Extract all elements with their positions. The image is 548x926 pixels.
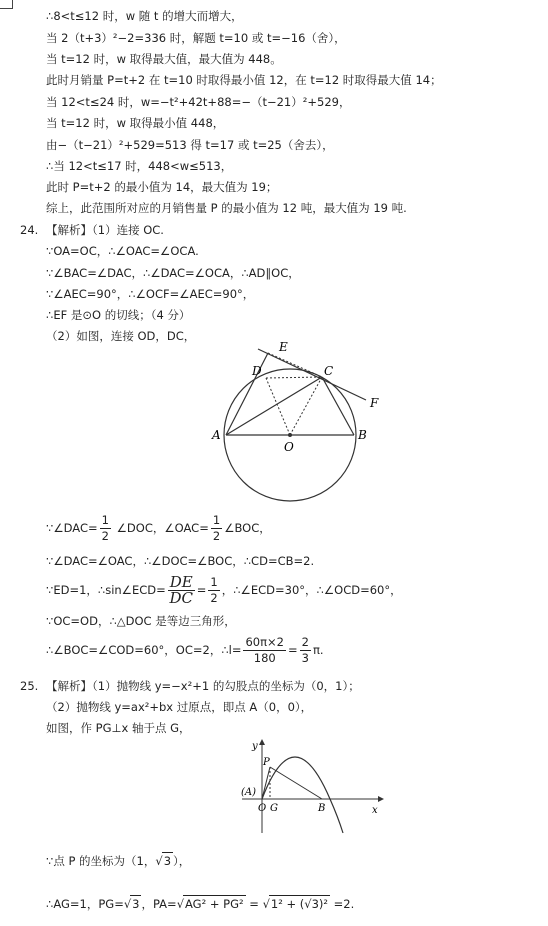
text-line: 当 t=12 时，w 取得最大值，最大值为 448。 bbox=[46, 52, 282, 66]
label-b: B bbox=[318, 803, 326, 814]
sqrt-sign: √ bbox=[176, 897, 185, 911]
text-line: 由−（t−21）²+529=513 得 t=17 或 t=25（舍去）， bbox=[46, 138, 334, 152]
text-fragment: ∵∠DAC= bbox=[46, 521, 98, 535]
label-a: (A) bbox=[241, 787, 257, 798]
text-fragment: ∠BOC， bbox=[224, 521, 271, 535]
text-line: ∵∠BAC=∠DAC，∴∠DAC=∠OCA，∴AD∥OC， bbox=[46, 266, 300, 280]
text-line: ∴当 12<t≤17 时，448<w≤513， bbox=[46, 159, 233, 173]
text-line: ∵OA=OC，∴∠OAC=∠OCA. bbox=[46, 244, 199, 258]
denominator: 3 bbox=[301, 651, 309, 665]
text-line: ∵OC=OD，∴△DOC 是等边三角形， bbox=[46, 614, 236, 628]
label-e: E bbox=[279, 340, 288, 354]
text-line: 如图，作 PG⊥x 轴于点 G， bbox=[46, 721, 191, 735]
text-line: 此时 P=t+2 的最小值为 14，最大值为 19； bbox=[46, 180, 278, 194]
formula-line-arc bbox=[46, 632, 324, 668]
segment-od bbox=[266, 378, 290, 435]
text-fragment: = bbox=[196, 583, 207, 597]
numerator: 1 bbox=[212, 513, 221, 527]
text-line: ∵∠DAC=∠OAC，∴∠DOC=∠BOC，∴CD=CB=2. bbox=[46, 554, 315, 568]
radicand: 1² + (√3)² bbox=[270, 897, 328, 911]
label-y: y bbox=[252, 741, 258, 752]
numerator: 1 bbox=[210, 575, 218, 589]
fraction-half bbox=[211, 513, 222, 544]
label-x: x bbox=[372, 805, 378, 816]
label-c: C bbox=[324, 364, 334, 378]
denominator: 2 bbox=[210, 591, 218, 605]
text-fragment: ）， bbox=[173, 854, 191, 868]
parabola-curve bbox=[262, 757, 343, 833]
parabola-figure bbox=[0, 737, 548, 837]
fraction-two-thirds bbox=[300, 635, 311, 666]
text-fragment: ，∴∠ECD=30°，∴∠OCD=60°， bbox=[221, 583, 402, 597]
text-line: 综上，此范围所对应的月销售量 P 的最小值为 12 吨，最大值为 19 吨. bbox=[46, 201, 407, 215]
label-p: P bbox=[263, 757, 270, 768]
page-corner-mark bbox=[0, 0, 13, 9]
formula-line-angles bbox=[46, 512, 271, 544]
text-line: ∵∠AEC=90°，∴∠OCF=∠AEC=90°， bbox=[46, 287, 255, 301]
numerator: 2 bbox=[301, 635, 309, 649]
circle-geometry-figure bbox=[0, 335, 548, 515]
text-line: 当 2（t+3）²−2=336 时，解题 t=10 或 t=−16（舍）， bbox=[46, 31, 346, 45]
fraction-arc-length bbox=[243, 635, 286, 666]
denominator: 180 bbox=[253, 651, 276, 665]
sqrt-sign: √ bbox=[123, 897, 132, 911]
formula-line-pa-length bbox=[46, 895, 354, 912]
tangent-line-ef bbox=[258, 349, 366, 400]
text-line: 此时月销量 P=t+2 在 t=10 时取得最小值 12，在 t=12 时取得最大值 14； bbox=[46, 73, 442, 87]
label-o: O bbox=[284, 440, 294, 454]
label-g: G bbox=[270, 803, 278, 814]
numerator: DE bbox=[169, 573, 193, 591]
radicand: AG² + PG² bbox=[185, 897, 244, 911]
denominator: 2 bbox=[212, 529, 221, 543]
question-number: 25. bbox=[20, 679, 39, 693]
text-fragment: = bbox=[245, 897, 263, 911]
text-line: （2）如图，连接 OD，DC， bbox=[46, 329, 196, 343]
numerator: 60π×2 bbox=[245, 635, 284, 649]
text-line: 当 t=12 时，w 取得最小值 448， bbox=[46, 116, 225, 130]
y-axis-arrow bbox=[259, 739, 265, 745]
text-fragment: ∠DOC，∠OAC= bbox=[116, 521, 209, 535]
denominator: DC bbox=[169, 589, 194, 607]
label-a: A bbox=[212, 428, 221, 442]
text-fragment: ，PA= bbox=[141, 897, 177, 911]
text-fragment: = bbox=[288, 643, 298, 657]
fraction-half bbox=[100, 513, 111, 544]
text-fragment: ∴AG=1，PG= bbox=[46, 897, 124, 911]
fraction-half bbox=[208, 575, 219, 606]
sqrt-sign: √ bbox=[155, 854, 163, 868]
question-head: 【解析】（1）连接 OC. bbox=[46, 223, 164, 237]
text-line: ∴EF 是⊙O 的切线；（4 分） bbox=[46, 308, 191, 322]
label-d: D bbox=[252, 364, 262, 378]
fraction-de-dc bbox=[168, 575, 195, 606]
text-fragment: =2. bbox=[330, 897, 355, 911]
text-line: 当 12<t≤24 时，w=−t²+42t+88=−（t−21）²+529， bbox=[46, 95, 351, 109]
question-head: 【解析】（1）抛物线 y=−x²+1 的勾股点的坐标为（0，1）； bbox=[46, 679, 360, 693]
formula-line-point-p bbox=[46, 852, 190, 869]
denominator: 2 bbox=[101, 529, 109, 543]
text-fragment: ∴∠BOC=∠COD=60°，OC=2，∴l= bbox=[46, 643, 242, 657]
radicand: 3 bbox=[163, 854, 172, 868]
chord-dc bbox=[266, 377, 322, 378]
segment-pb bbox=[270, 767, 322, 799]
numerator: 1 bbox=[101, 513, 109, 527]
text-fragment: π. bbox=[312, 643, 324, 657]
text-line: ∴8<t≤12 时，w 随 t 的增大而增大， bbox=[46, 9, 243, 23]
segment-oc bbox=[290, 377, 322, 435]
text-fragment: ∵点 P 的坐标为（1， bbox=[46, 854, 156, 868]
formula-line-sine bbox=[46, 572, 402, 608]
label-b: B bbox=[358, 428, 367, 442]
question-number: 24. bbox=[20, 223, 39, 237]
radicand: 3 bbox=[132, 897, 140, 911]
text-line: （2）抛物线 y=ax²+bx 过原点，即点 A（0，0）， bbox=[46, 700, 313, 714]
x-axis-arrow bbox=[378, 796, 384, 802]
label-o: O bbox=[258, 803, 267, 814]
text-fragment: ∵ED=1，∴sin∠ECD= bbox=[46, 583, 166, 597]
label-f: F bbox=[370, 396, 379, 410]
center-point-o bbox=[288, 433, 292, 437]
sqrt-sign: √ bbox=[262, 897, 270, 911]
